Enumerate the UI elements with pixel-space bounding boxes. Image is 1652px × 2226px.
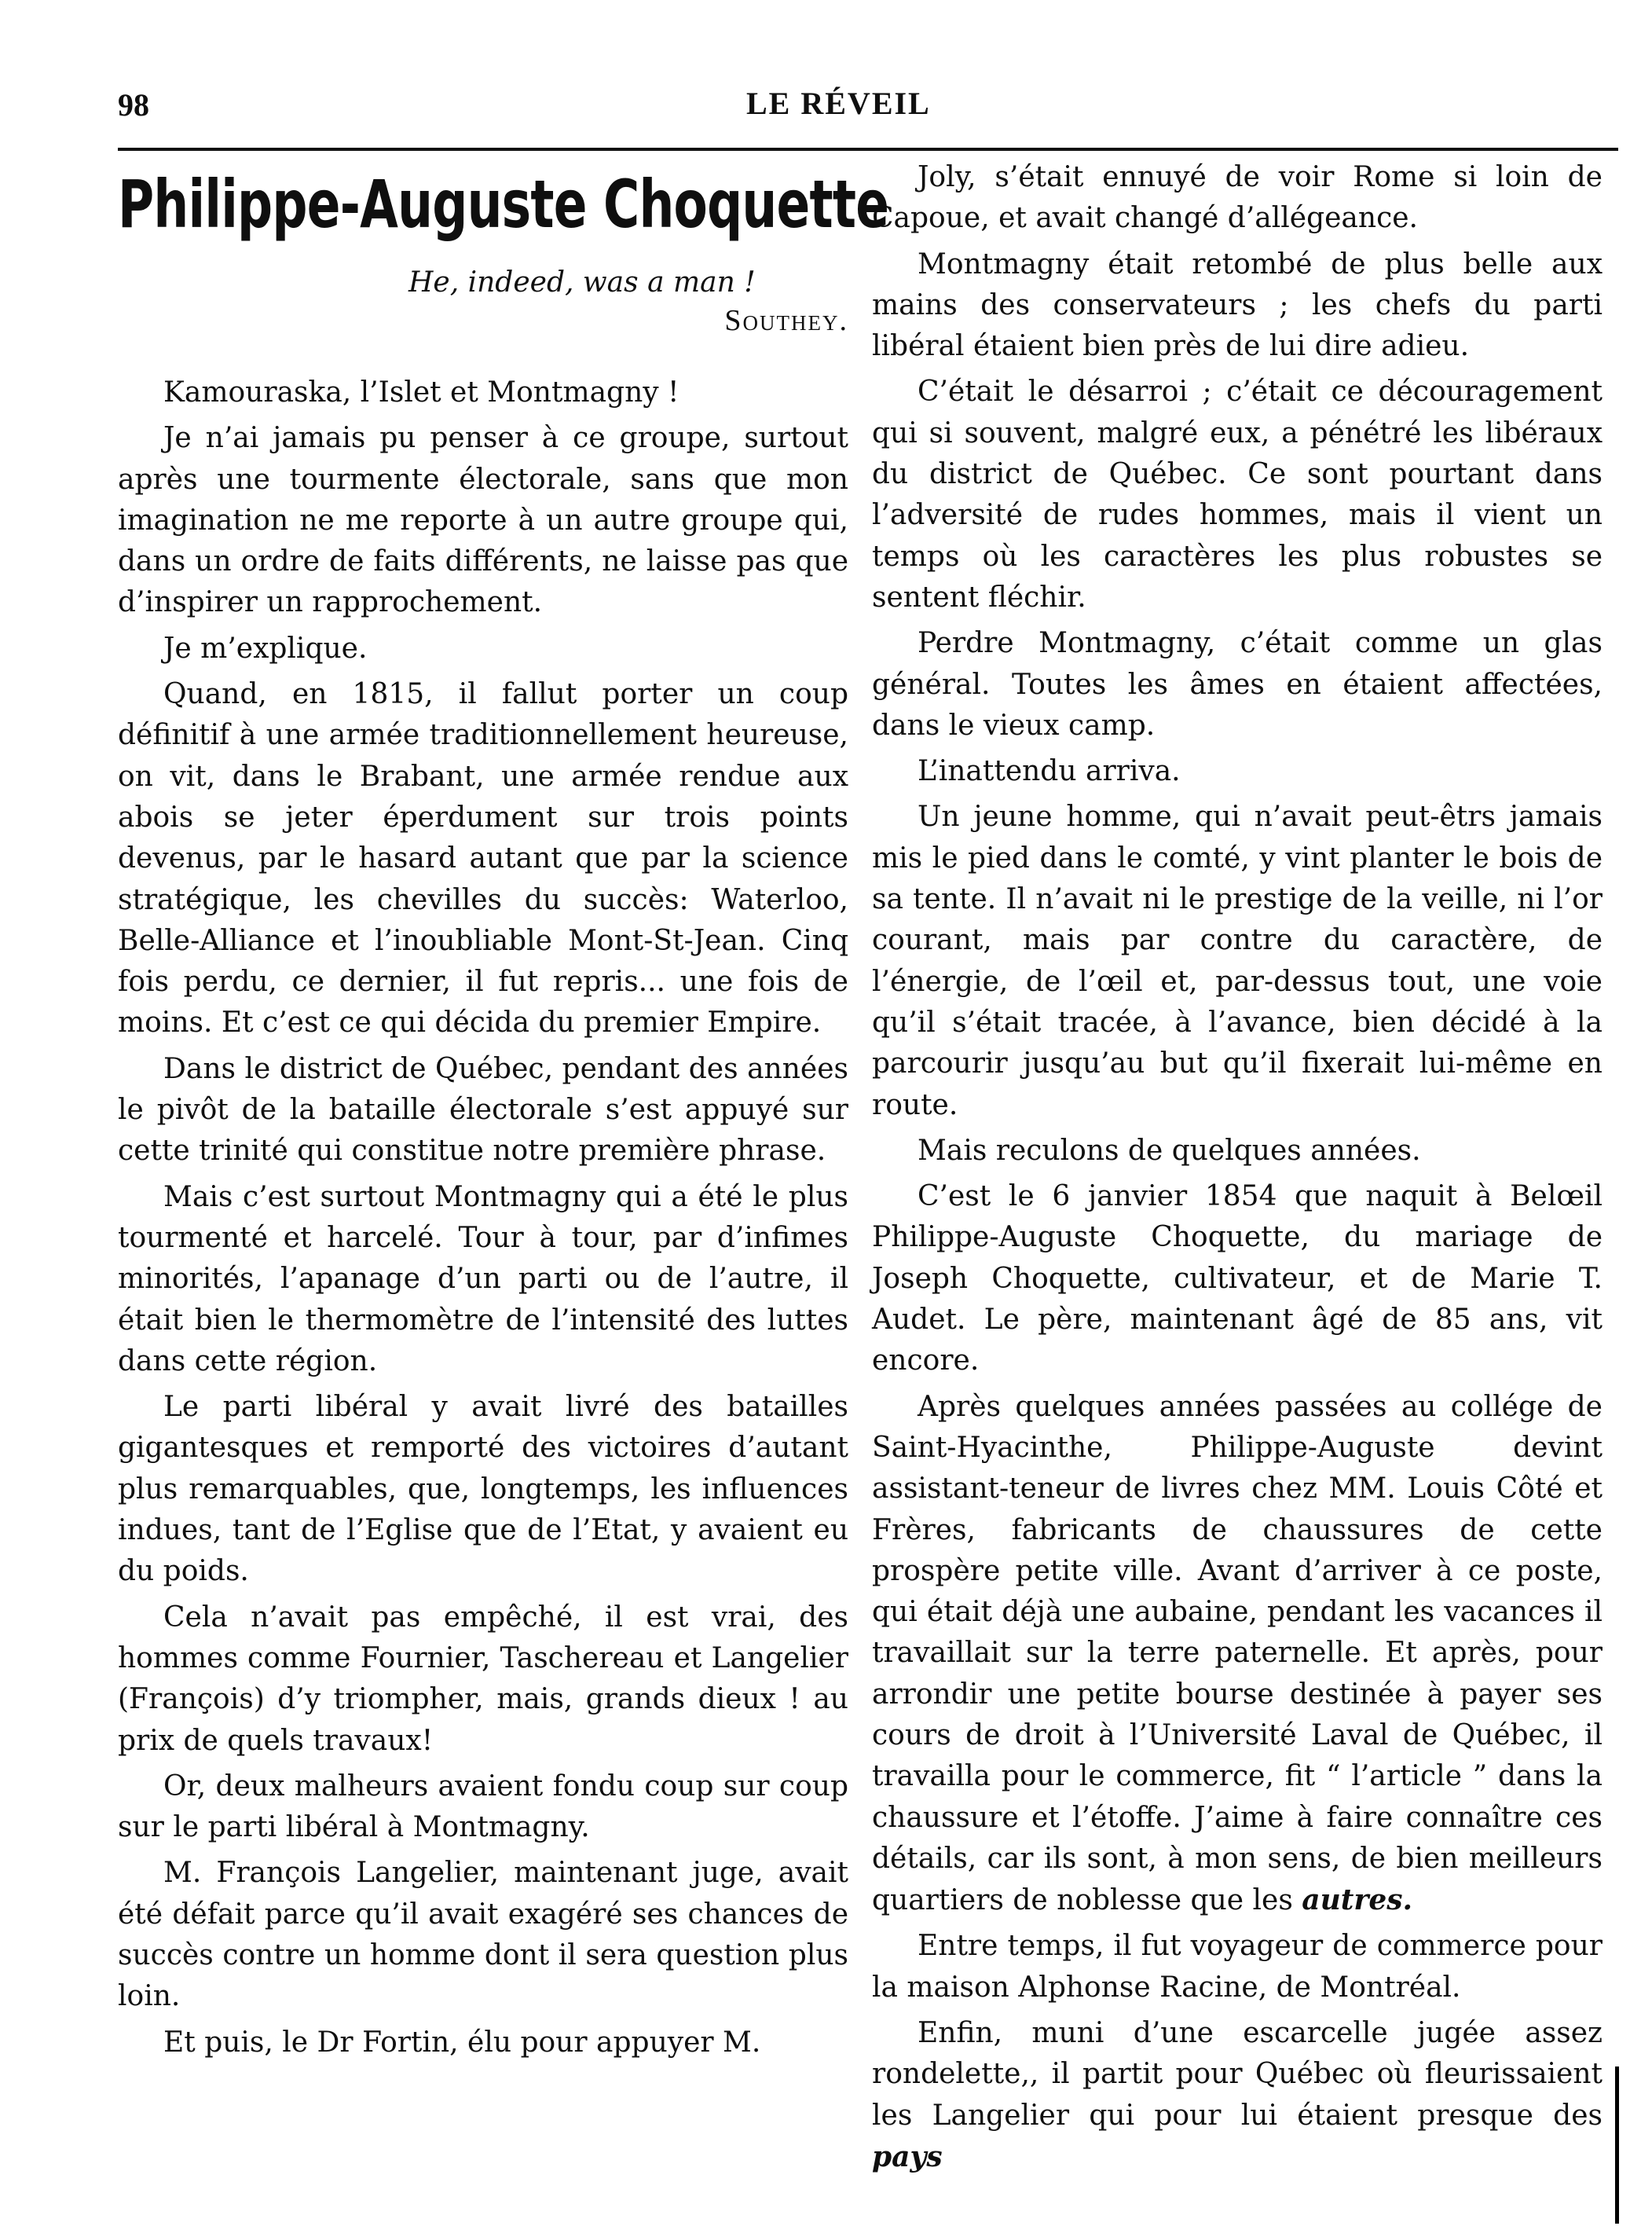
paragraph [872,2013,1603,2178]
paragraph: Mais c’est surtout Montmagny qui a été le plus tourmenté et harcelé. Tour à tour, par d’infimes minorités, l’apanage d’un parti ou de l’autre, il était bien le thermomètre de l’intensité des luttes dans cette région. [118,1180,848,1377]
paragraph: Dans le district de Québec, pendant des années le pivôt de la bataille électorale s’est appuyé sur cette trinité qui constitue notre première phrase. [118,1052,848,1168]
article-title: Philippe-Auguste Choquette [118,166,889,243]
margin-bar [1615,2066,1619,2224]
epigraph-author: Southey. [724,304,848,337]
paragraph: Perdre Montmagny, c’était comme un glas général. Toutes les âmes en étaient affectées, dans le vieux camp. [872,627,1603,742]
paragraph: C’est le 6 janvier 1854 que naquit à Belœil Philippe-Auguste Choquette, du mariage de Joseph Choquette, cultivateur, et de Marie T. Audet. Le père, maintenant âgé de 85 ans, vit encore. [872,1180,1603,1377]
paragraph: Un jeune homme, qui n’avait peut-êtrs jamais mis le pied dans le comté, y vint planter le bois de sa tente. Il n’avait ni le prestige de la veille, ni l’or courant, mais par contre du caractère, de l’énergie, de l’œil et, par-dessus tout, une voie qu’il s’était tracée, à l’avance, bien décidé à la parcourir jusqu’au but qu’il fixerait lui-même en route. [872,801,1603,1121]
emphasis-word: autres. [1302,1883,1413,1917]
paragraph: Le parti libéral y avait livré des batailles gigantesques et remporté des victoires d’autant plus remarquables, que, longtemps, les influences indues, tant de l’Eglise que de l’Etat, y avaient eu du poids. [118,1391,848,1588]
paragraph [872,1387,1603,1922]
paragraph: Or, deux malheurs avaient fondu coup sur coup sur le parti libéral à Montmagny. [118,1769,848,1844]
epigraph-quote: He, indeed, was a man ! [408,266,756,299]
paragraph: M. François Langelier, maintenant juge, avait été défait parce qu’il avait exagéré ses chances de succès contre un homme dont il sera question plus loin. [118,1857,848,2013]
paragraph: Et puis, le Dr Fortin, élu pour appuyer M. [163,2026,761,2059]
header-rule [118,148,1618,151]
running-head: LE RÉVEIL [746,86,931,121]
paragraph: Joly, s’était ennuyé de voir Rome si loin de Capoue, et avait changé d’allégeance. [872,161,1603,235]
paragraph: Je m’explique. [163,632,368,665]
paragraph: Mais reculons de quelques années. [918,1134,1421,1167]
paragraph: Kamouraska, l’Islet et Montmagny ! [163,376,679,409]
paragraph-text: Après quelques années passées au collége de Saint-Hyacinthe, Philippe-Auguste devint assistant-teneur de livres chez MM. Louis Côté et Frères, fabricants de chaussures de cette prospère petite ville. Avant d’arriver à ce poste, qui était déjà une aubaine, pendant les vacances il travaillait sur la terre paternelle. Et après, pour arrondir une petite bourse destinée à payer ses cours de droit à l’Université Laval de Québec, il travailla pour le commerce, fit “ l’article ” dans la chaussure et l’étoffe. J’aime à faire connaître ces détails, car ils sont, à mon sens, de bien meilleurs quartiers de noblesse que les [872,1390,1603,1917]
emphasis-word: pays [872,2140,943,2173]
right-column [872,157,1603,2183]
paragraph: Quand, en 1815, il fallut porter un coup définitif à une armée traditionnellement heureuse, on vit, dans le Brabant, une armée rendue aux abois se jeter éperdument sur trois points devenus, par le hasard autant que par la science stratégique, les chevilles du succès: Waterloo, Belle-Alliance et l’inoubliable Mont-St-Jean. Cinq fois perdu, ce dernier, il fut repris... une fois de moins. Et c’est ce qui décida du premier Empire. [118,678,848,1040]
left-column [118,157,889,2068]
page-number: 98 [118,87,149,123]
paragraph: L’inattendu arriva. [918,755,1181,788]
paragraph: C’était le désarroi ; c’était ce découragement qui si souvent, malgré eux, a pénétré les libéraux du district de Québec. Ce sont pourtant dans l’adversité de rudes hommes, mais il vient un temps où les caractères les plus robustes se sentent fléchir. [872,376,1603,614]
paragraph: Entre temps, il fut voyageur de commerce pour la maison Alphonse Racine, de Montréal. [872,1930,1603,2004]
paragraph: Montmagny était retombé de plus belle aux mains des conservateurs ; les chefs du parti libéral étaient bien près de lui dire adieu. [872,248,1603,363]
paragraph: Je n’ai jamais pu penser à ce groupe, surtout après une tourmente électorale, sans que mon imagination ne me reporte à un autre groupe qui, dans un ordre de faits différents, ne laisse pas que d’inspirer un rapprochement. [118,422,848,619]
epigraph [408,264,848,339]
paragraph-text: Enfin, muni d’une escarcelle jugée assez rondelette,, il partit pour Québec où fleurissaient les Langelier qui pour lui étaient presque des [872,2017,1603,2132]
paragraph: Cela n’avait pas empêché, il est vrai, des hommes comme Fournier, Taschereau et Langelier (François) d’y triompher, mais, grands dieux ! au prix de quels travaux! [118,1601,848,1757]
